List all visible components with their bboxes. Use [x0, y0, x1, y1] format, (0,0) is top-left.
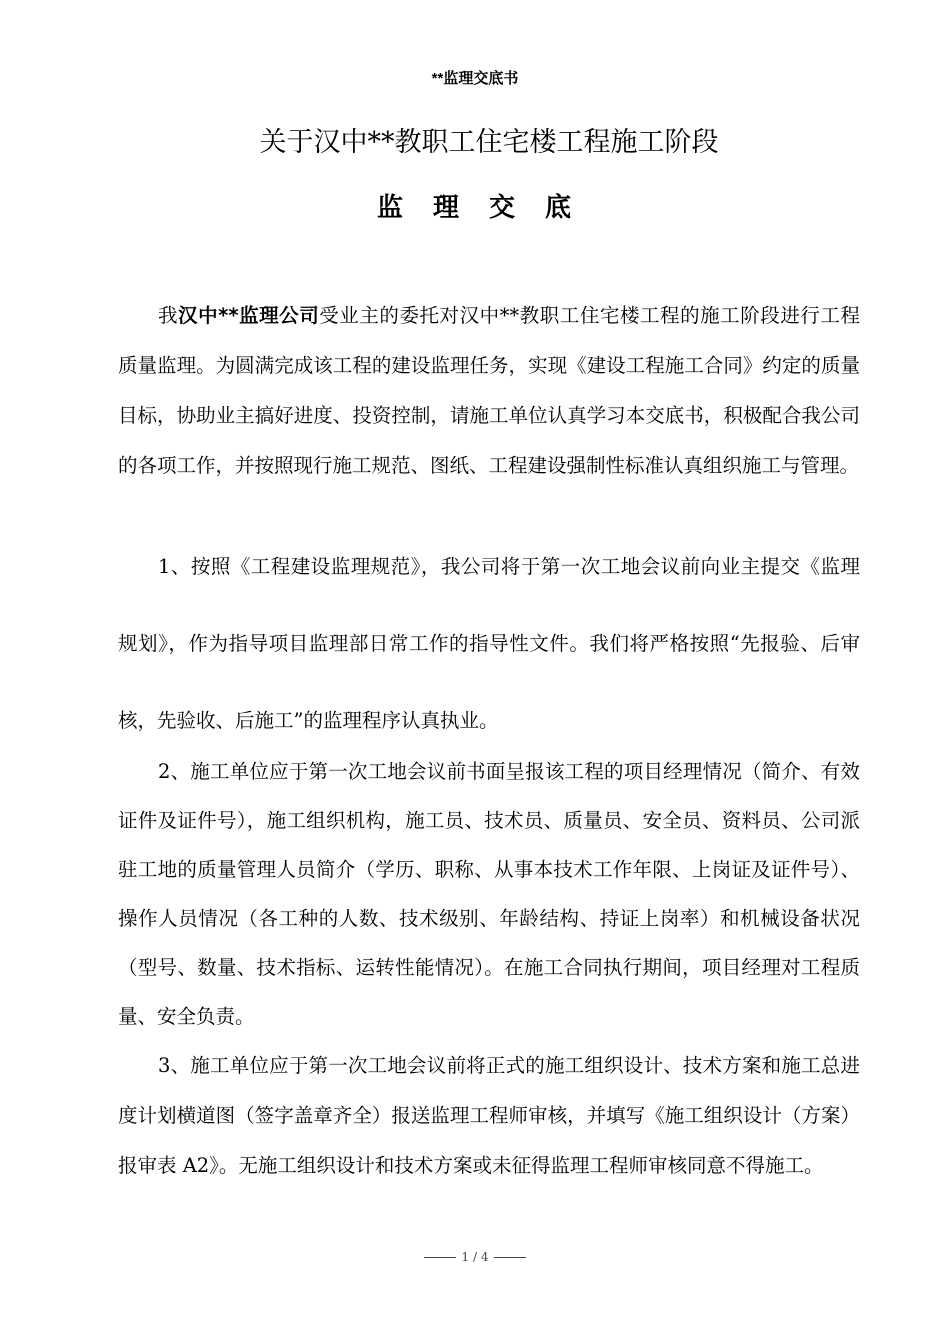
page-number: 1 / 4	[461, 1250, 489, 1264]
intro-paragraph	[118, 291, 860, 491]
item-paragraph-2: 2、施工单位应于第一次工地会议前书面呈报该工程的项目经理情况（简介、有效证件及证件号），施工组织机构，施工员、技术员、质量员、安全员、资料员、公司派驻工地的质量管理人员简介（学历、职称、从事本技术工作年限、上岗证及证件号）、操作人员情况（各工种的人数、技术级别、年龄结构、持证上岗率）和机械设备状况（型号、数量、技术指标、运转性能情况）。在施工合同执行期间，项目经理对工程质量、安全负责。	[118, 760, 860, 1028]
page-header: **监理交底书	[431, 70, 519, 87]
item-paragraph-3: 3、施工单位应于第一次工地会议前将正式的施工组织设计、技术方案和施工总进度计划横道图（签字盖章齐全）报送监理工程师审核，并填写《施工组织设计（方案）报审表 A2》。无施工组织设计和技术方案或未征得监理工程师审核同意不得施工。	[118, 1054, 860, 1177]
document-title: 关于汉中**教职工住宅楼工程施工阶段	[259, 127, 719, 158]
company-name: 汉中**监理公司	[178, 304, 320, 327]
footer-dash-right	[494, 1257, 526, 1258]
item-paragraph-1: 1、按照《工程建设监理规范》，我公司将于第一次工地会议前向业主提交《监理规划》，作为指导项目监理部日常工作的指导性文件。我们将严格按照“先报验、后审核，先验收、后施工”的监理程序认真执业。	[118, 555, 860, 732]
intro-prefix: 我	[158, 304, 179, 327]
page-footer	[0, 1249, 950, 1265]
footer-dash-left	[424, 1257, 456, 1258]
document-subtitle: 监理交底	[376, 193, 601, 223]
intro-rest: 受业主的委托对汉中**教职工住宅楼工程的施工阶段进行工程质量监理。为圆满完成该工程的建设监理任务，实现《建设工程施工合同》约定的质量目标，协助业主搞好进度、投资控制，请施工单位认真学习本交底书，积极配合我公司的各项工作，并按照现行施工规范、图纸、工程建设强制性标准认真组织施工与管理。	[118, 304, 860, 477]
